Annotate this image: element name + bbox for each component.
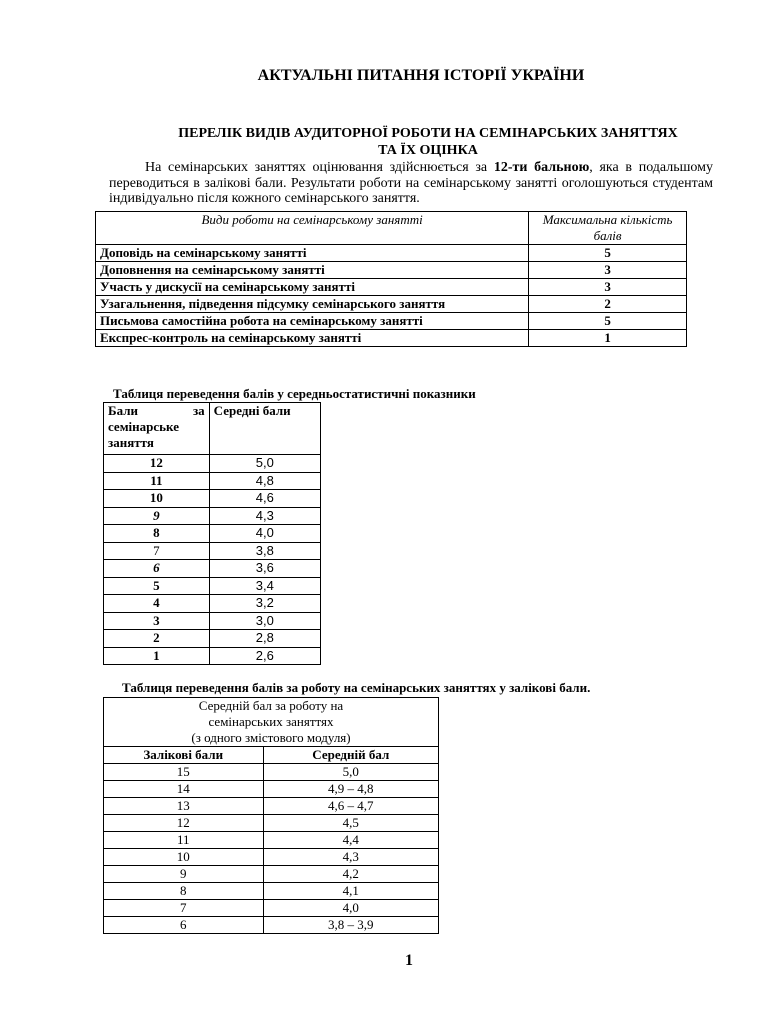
t3-cell-credit: 11 xyxy=(104,832,264,849)
t1-cell-name: Участь у дискусії на семінарському занятті xyxy=(96,279,529,296)
t3-cell-avg: 3,8 – 3,9 xyxy=(263,917,438,934)
t2-cell-avg: 2,6 xyxy=(209,647,320,665)
table-row xyxy=(96,262,687,279)
intro-text-1: На семінарських заняттях оцінювання здійснюється за xyxy=(145,160,494,175)
table-row xyxy=(104,490,321,508)
page-number: 1 xyxy=(405,952,413,969)
t3-cell-avg: 4,2 xyxy=(263,866,438,883)
t3-cell-credit: 14 xyxy=(104,781,264,798)
table-row xyxy=(96,279,687,296)
t1-cell-name: Письмова самостійна робота на семінарському занятті xyxy=(96,313,529,330)
t1-cell-value: 3 xyxy=(529,262,687,279)
t2-cell-avg: 3,4 xyxy=(209,577,320,595)
table-row xyxy=(96,330,687,347)
t3-header-line-3: (з одного змістового модуля) xyxy=(191,730,351,745)
t2-cell-score: 9 xyxy=(104,507,210,525)
table-row xyxy=(104,542,321,560)
t2-cell-avg: 4,3 xyxy=(209,507,320,525)
t3-cell-avg: 4,4 xyxy=(263,832,438,849)
table-row xyxy=(104,832,439,849)
table-row xyxy=(104,764,439,781)
t3-cell-credit: 6 xyxy=(104,917,264,934)
t2-cell-avg: 4,8 xyxy=(209,472,320,490)
t3-cell-avg: 4,0 xyxy=(263,900,438,917)
t3-header-avg: Середній бал xyxy=(263,747,438,764)
t2-cell-score: 8 xyxy=(104,525,210,543)
t3-header-line-1: Середній бал за роботу на xyxy=(198,698,344,713)
table-row xyxy=(104,798,439,815)
table-row xyxy=(104,630,321,648)
t2-cell-avg: 3,8 xyxy=(209,542,320,560)
average-scores-table xyxy=(103,402,321,665)
table-row xyxy=(104,577,321,595)
table-row xyxy=(104,507,321,525)
subtitle-line-2: ТА ЇХ ОЦІНКА xyxy=(378,143,478,158)
t3-cell-credit: 9 xyxy=(104,866,264,883)
t2-cell-avg: 3,2 xyxy=(209,595,320,613)
t3-cell-avg: 4,1 xyxy=(263,883,438,900)
subtitle-line-1: ПЕРЕЛІК ВИДІВ АУДИТОРНОЇ РОБОТИ НА СЕМІНАРСЬКИХ ЗАНЯТТЯХ xyxy=(178,126,678,141)
credit-points-table xyxy=(103,697,439,934)
t2-cell-score: 3 xyxy=(104,612,210,630)
table-row xyxy=(104,883,439,900)
t3-cell-credit: 13 xyxy=(104,798,264,815)
table2-caption: Таблиця переведення балів у середньостатистичні показники xyxy=(113,386,476,401)
t1-cell-value: 3 xyxy=(529,279,687,296)
work-types-table xyxy=(95,211,687,347)
t2-cell-score: 12 xyxy=(104,455,210,473)
table-row xyxy=(104,612,321,630)
t1-header-max: Максимальна кількість балів xyxy=(529,212,687,245)
t2-cell-score: 5 xyxy=(104,577,210,595)
t2-cell-score: 11 xyxy=(104,472,210,490)
t1-cell-value: 5 xyxy=(529,245,687,262)
table-row xyxy=(104,647,321,665)
t3-cell-credit: 15 xyxy=(104,764,264,781)
t3-cell-avg: 5,0 xyxy=(263,764,438,781)
t2-cell-score: 10 xyxy=(104,490,210,508)
intro-paragraph xyxy=(109,160,713,207)
page-title: АКТУАЛЬНІ ПИТАННЯ ІСТОРІЇ УКРАЇНИ xyxy=(257,67,585,84)
t1-cell-name: Доповідь на семінарському занятті xyxy=(96,245,529,262)
t3-header-merged xyxy=(104,698,439,747)
t2-cell-avg: 2,8 xyxy=(209,630,320,648)
table-row xyxy=(104,472,321,490)
t3-cell-credit: 10 xyxy=(104,849,264,866)
table-row xyxy=(104,781,439,798)
t3-cell-avg: 4,9 – 4,8 xyxy=(263,781,438,798)
t3-cell-credit: 12 xyxy=(104,815,264,832)
t1-cell-name: Узагальнення, підведення підсумку семінарського заняття xyxy=(96,296,529,313)
t3-cell-avg: 4,6 – 4,7 xyxy=(263,798,438,815)
intro-bold: 12-ти бальною xyxy=(493,160,590,175)
table-row xyxy=(104,525,321,543)
t2-cell-avg: 4,6 xyxy=(209,490,320,508)
t1-cell-value: 5 xyxy=(529,313,687,330)
t1-header-type: Види роботи на семінарському занятті xyxy=(96,212,529,245)
t3-cell-credit: 7 xyxy=(104,900,264,917)
table-row xyxy=(96,296,687,313)
t1-cell-name: Доповнення на семінарському занятті xyxy=(96,262,529,279)
t1-cell-value: 1 xyxy=(529,330,687,347)
t2-header-avg: Середні бали xyxy=(209,403,320,455)
t2-cell-score: 6 xyxy=(104,560,210,578)
t2-cell-score: 7 xyxy=(104,542,210,560)
table-row xyxy=(104,595,321,613)
table-row xyxy=(104,917,439,934)
t3-header-line-2: семінарських заняттях xyxy=(208,714,334,729)
table-row xyxy=(104,560,321,578)
t2-cell-avg: 3,6 xyxy=(209,560,320,578)
table-row xyxy=(104,455,321,473)
t3-header-credit: Залікові бали xyxy=(104,747,264,764)
table3-caption: Таблиця переведення балів за роботу на семінарських заняттях у залікові бали. xyxy=(122,680,591,695)
table-row xyxy=(104,866,439,883)
table-row xyxy=(104,900,439,917)
t3-cell-avg: 4,3 xyxy=(263,849,438,866)
t2-cell-score: 4 xyxy=(104,595,210,613)
t2-cell-score: 2 xyxy=(104,630,210,648)
table-row xyxy=(96,245,687,262)
t3-cell-credit: 8 xyxy=(104,883,264,900)
t2-header-score: Бали за семінарське заняття xyxy=(104,403,210,455)
table-row xyxy=(104,849,439,866)
section-subtitle xyxy=(138,125,718,159)
table-row xyxy=(96,313,687,330)
t1-cell-name: Експрес-контроль на семінарському занятті xyxy=(96,330,529,347)
table-row xyxy=(104,815,439,832)
t3-cell-avg: 4,5 xyxy=(263,815,438,832)
t2-cell-score: 1 xyxy=(104,647,210,665)
intro-text-2: , яка в подальшому переводиться в залікові бали. Результати роботи на семінарському занятті оголошуються студентам індивідуально після кожного семінарського заняття. xyxy=(109,160,713,206)
t2-cell-avg: 5,0 xyxy=(209,455,320,473)
t2-cell-avg: 4,0 xyxy=(209,525,320,543)
t2-cell-avg: 3,0 xyxy=(209,612,320,630)
t1-cell-value: 2 xyxy=(529,296,687,313)
